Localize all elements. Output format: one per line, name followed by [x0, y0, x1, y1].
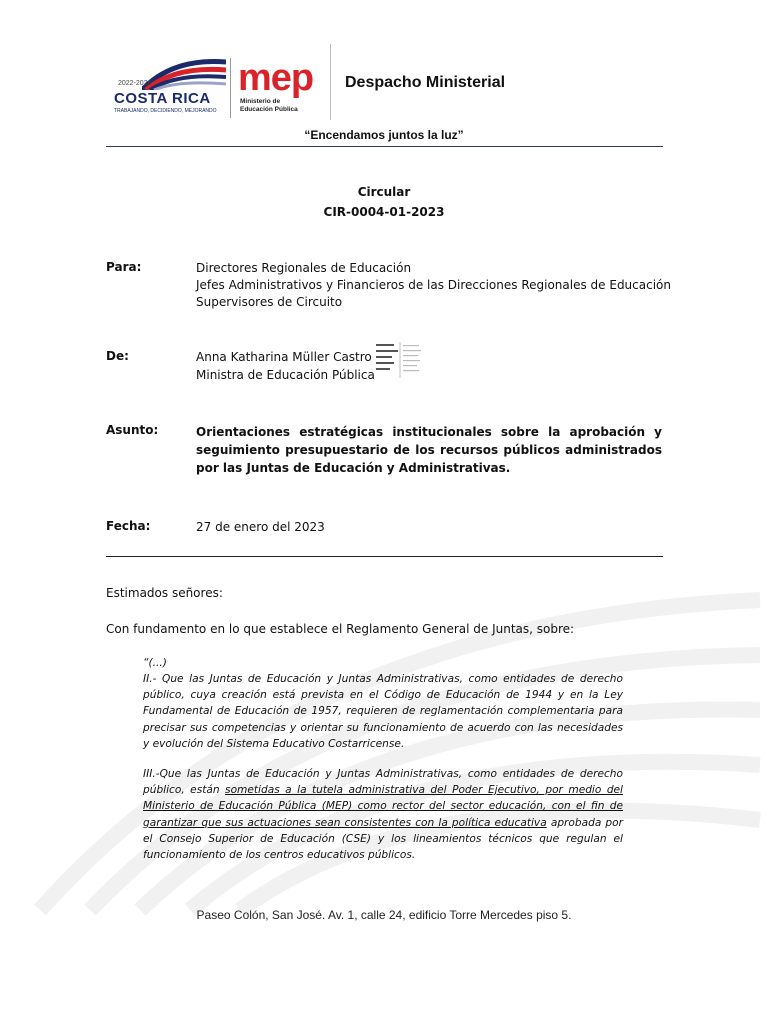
de-name: Anna Katharina Müller Castro: [196, 350, 372, 364]
para-label: Para:: [106, 260, 142, 274]
asunto-text: Orientaciones estratégicas institucionales sobre la aprobación y seguimiento presupuestario de los recursos públicos administrados por las Juntas de Educación y Administrativas.: [196, 425, 662, 475]
separator-rule: [106, 556, 663, 557]
mep-logo-text: mep: [238, 57, 314, 99]
quote-paragraph-3: [143, 766, 623, 863]
costa-rica-logo: [112, 56, 228, 120]
quote-paragraph-2: II.- Que las Juntas de Educación y Juntas Administrativas, como entidades de derecho público, cuya creación está prevista en el Código de Educación de 1944 y en la Ley Fundamental de Educación de 1957, requieren de reglamentación complementaria para precisar sus competencias y orientar su funcionamiento de acuerdo con las necesidades y evolución del Sistema Educativo Costarricense.: [143, 673, 623, 750]
motto: “Encendamos juntos la luz”: [304, 128, 464, 142]
de-label: De:: [106, 349, 129, 363]
para-line-2: Jefes Administrativos y Financieros de las Direcciones Regionales de Educación: [196, 278, 671, 292]
para-line-1: Directores Regionales de Educación: [196, 261, 412, 275]
digital-signature-stamp: [374, 340, 424, 380]
quote-open: “(...): [143, 657, 167, 669]
asunto-label: Asunto:: [106, 423, 159, 437]
fecha-label: Fecha:: [106, 519, 151, 533]
greeting: Estimados señores:: [106, 586, 223, 600]
flag-arc-icon: [142, 56, 226, 90]
de-title: Ministra de Educación Pública: [196, 368, 375, 382]
para-line-3: Supervisores de Circuito: [196, 295, 343, 309]
header-rule: [106, 146, 663, 147]
logo-divider: [230, 58, 231, 118]
footer-address: Paseo Colón, San José. Av. 1, calle 24, edificio Torre Mercedes piso 5.: [196, 908, 572, 922]
mep-subtitle: [240, 98, 298, 114]
mep-subtitle-line1: Ministerio de: [240, 98, 281, 105]
document-number: CIR-0004-01-2023: [323, 205, 445, 219]
costa-rica-tagline: TRABAJANDO, DECIDIENDO, MEJORANDO: [114, 108, 217, 114]
costa-rica-years: 2022-2026: [118, 80, 152, 87]
header-divider: [330, 44, 331, 120]
quote-p3-start: III.-Que las Juntas de Educación y Juntas Administrativas, como entidades de derecho público, están: [143, 768, 623, 797]
quote-p3-end: aprobada por el Consejo Superior de Educación (CSE) y los lineamientos técnicos que regulan el funcionamiento de los centros educativos públicos.: [143, 816, 623, 862]
office-title: Despacho Ministerial: [345, 74, 506, 91]
mep-subtitle-line2: Educación Pública: [240, 106, 298, 113]
fecha-value: 27 de enero del 2023: [196, 520, 325, 534]
document-type: Circular: [357, 185, 411, 199]
intro-text: Con fundamento en lo que establece el Reglamento General de Juntas, sobre:: [106, 622, 575, 636]
costa-rica-name: COSTA RICA: [114, 90, 211, 107]
mep-logo: [238, 56, 328, 120]
quote-p3-underlined: sometidas a la tutela administrativa del Poder Ejecutivo, por medio del Ministerio de Educación Pública (MEP) como rector del sector educación, con el fin de garantizar que sus actuaciones sean consistentes con la política educativa: [143, 784, 624, 829]
